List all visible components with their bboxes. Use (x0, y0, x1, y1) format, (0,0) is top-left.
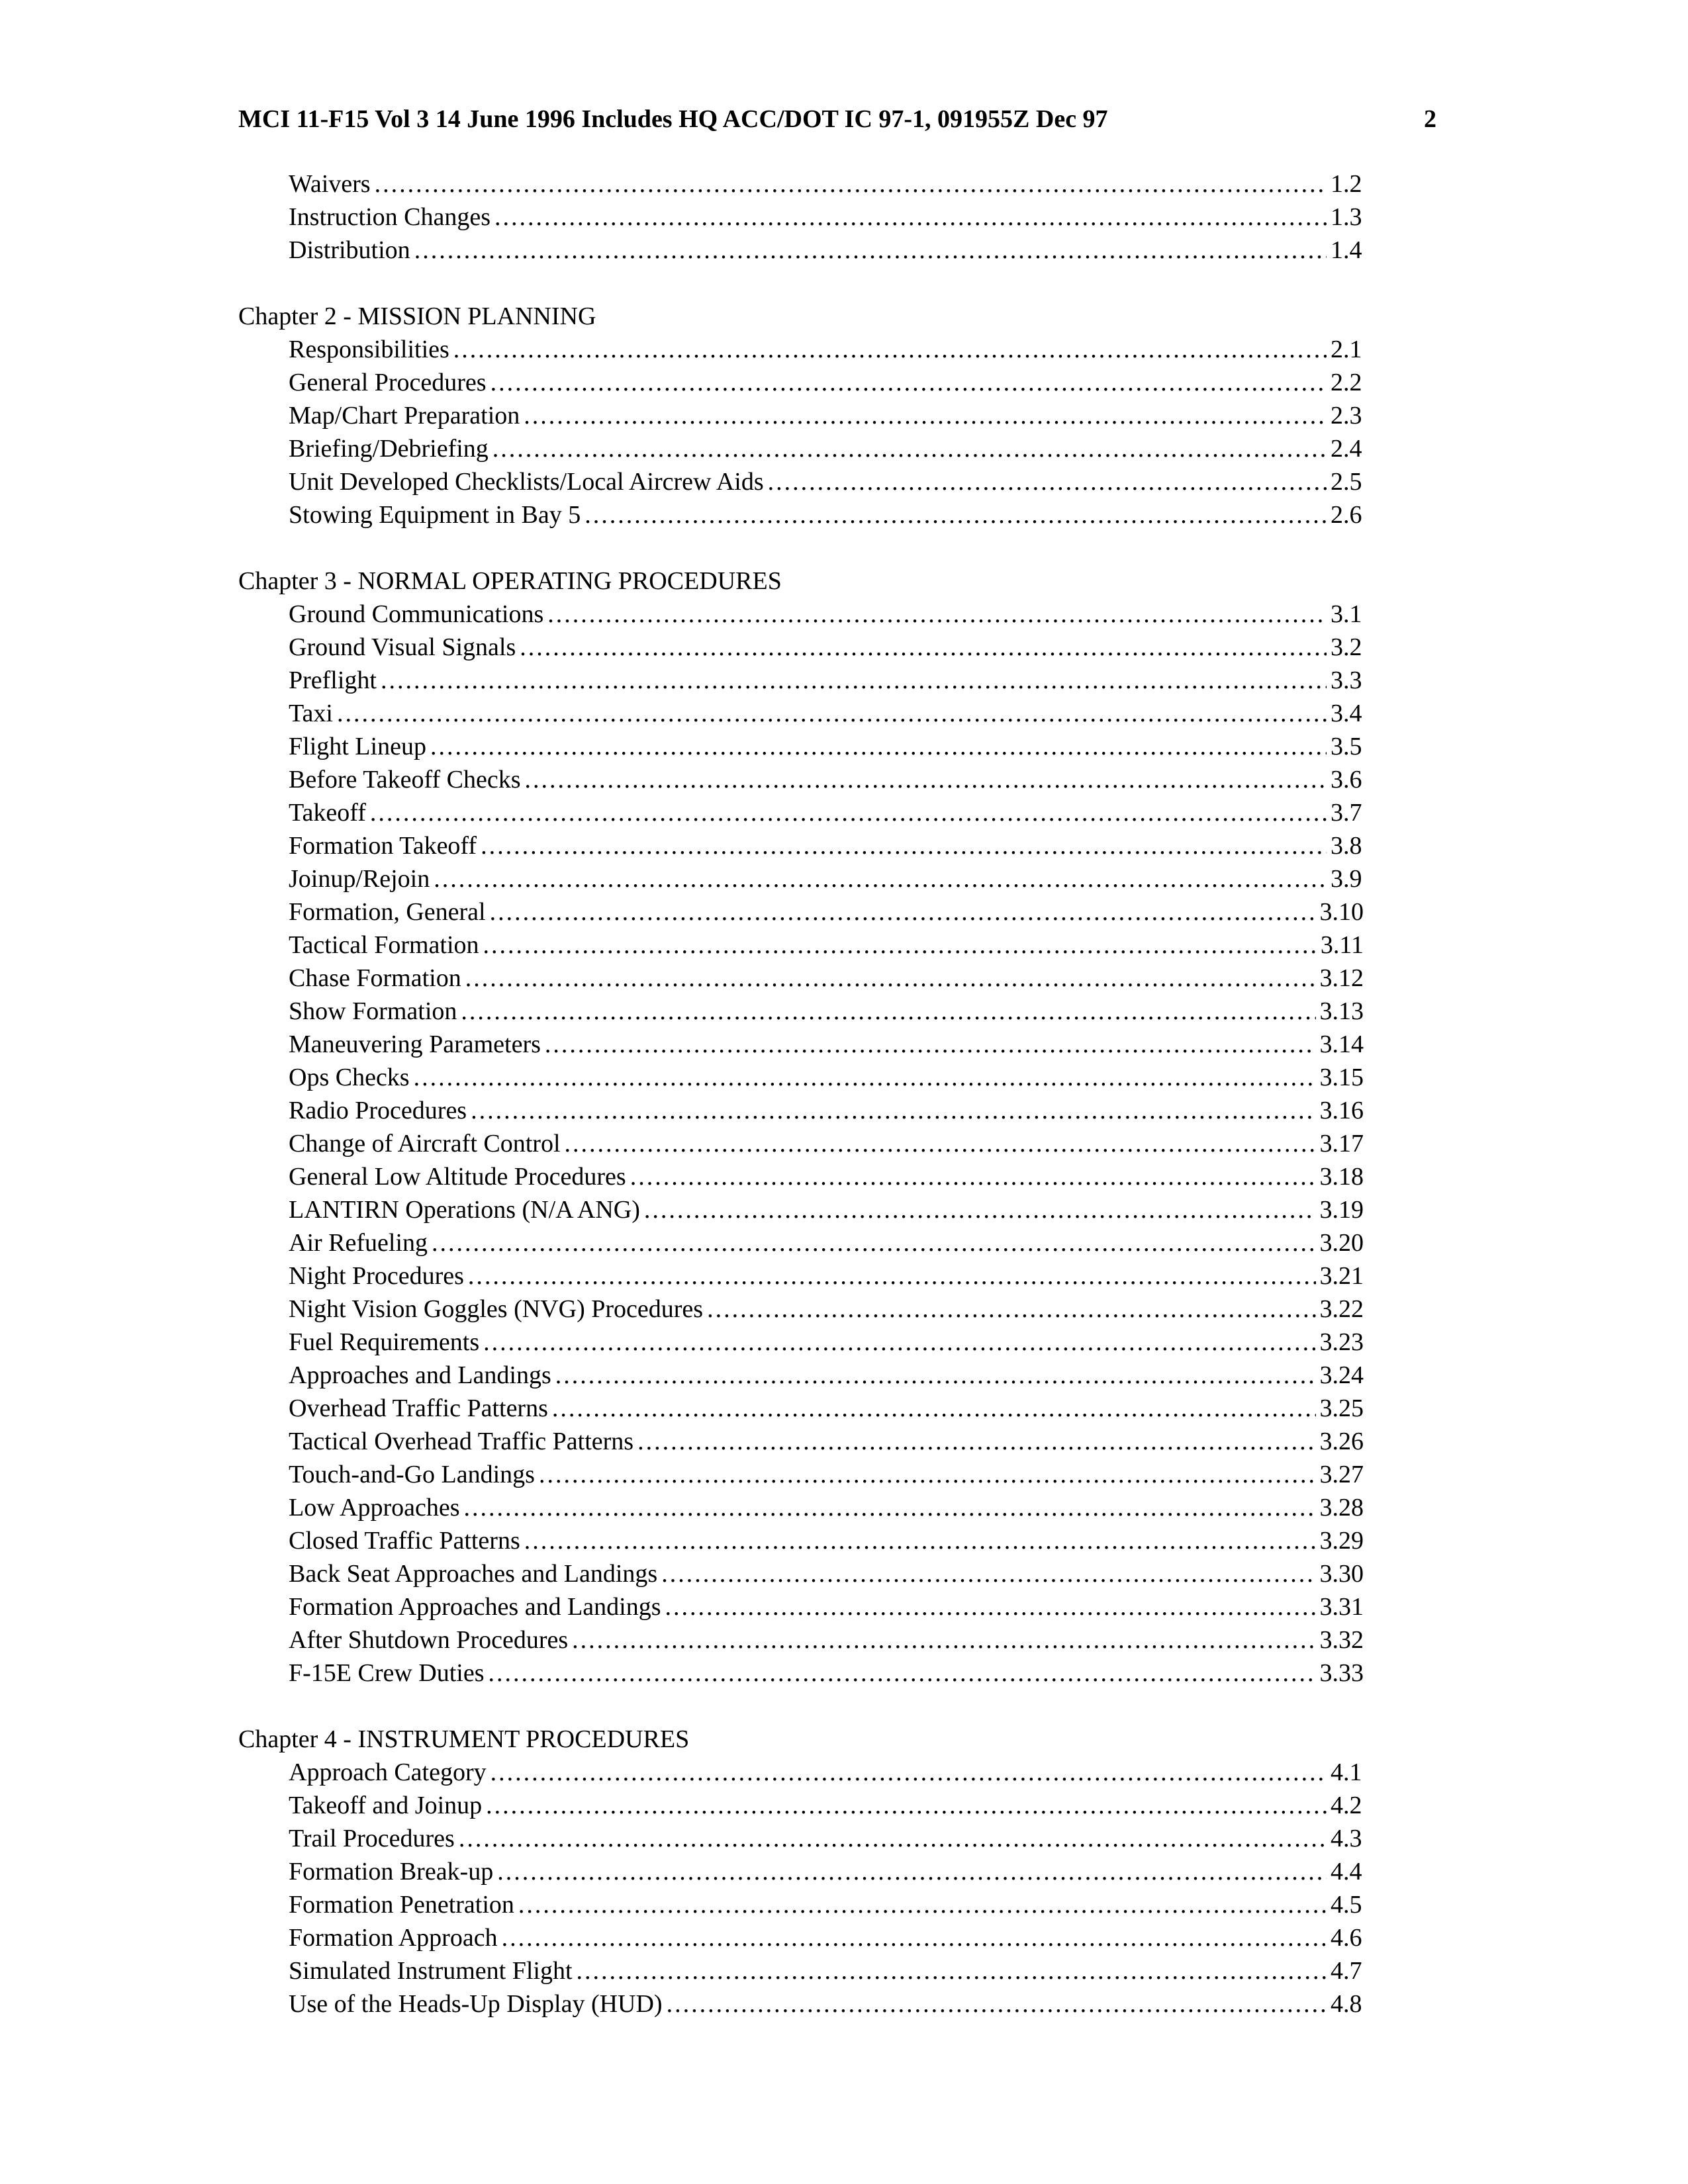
toc-entry (289, 1392, 1364, 1425)
dot-leader (434, 862, 1327, 895)
dot-leader (630, 1160, 1316, 1193)
toc-entry-number: 3.30 (1319, 1560, 1364, 1588)
toc-entry (289, 1789, 1364, 1822)
toc-entry-title: Map/Chart Preparation (289, 402, 520, 430)
toc-entry-title: Approaches and Landings (289, 1361, 551, 1389)
toc-entry (289, 1524, 1364, 1557)
toc-entry-title: Formation Penetration (289, 1891, 514, 1919)
toc-entry-title: Show Formation (289, 997, 457, 1025)
toc-entry (289, 1855, 1364, 1888)
dot-leader (370, 796, 1327, 829)
dot-leader (524, 399, 1327, 432)
toc-entry (289, 498, 1364, 531)
dot-leader (585, 498, 1327, 531)
toc-entry-number: 4.5 (1331, 1891, 1362, 1919)
toc-entry-title: Waivers (289, 170, 371, 198)
toc-entry-title: Distribution (289, 236, 410, 264)
dot-leader (486, 1789, 1327, 1822)
toc-entry-number: 3.24 (1319, 1361, 1364, 1389)
toc-entry (289, 862, 1364, 895)
dot-leader (483, 1326, 1315, 1359)
dot-leader (768, 465, 1327, 498)
dot-leader (453, 333, 1327, 366)
toc-entry-number: 3.4 (1331, 700, 1362, 727)
toc-entry-number: 3.1 (1331, 600, 1362, 628)
page-header (238, 103, 1436, 136)
toc-entry (289, 366, 1364, 399)
toc-entry-number: 3.12 (1319, 964, 1364, 992)
toc-entry-title: Low Approaches (289, 1494, 460, 1522)
toc-entry (289, 598, 1364, 631)
toc-entry-number: 1.4 (1331, 236, 1362, 264)
toc-section (238, 300, 1364, 531)
toc-entry-title: Approach Category (289, 1758, 487, 1786)
dot-leader (565, 1127, 1316, 1160)
toc-entry-number: 4.4 (1331, 1858, 1362, 1886)
toc-entry (289, 1293, 1364, 1326)
toc-entry-title: Trail Procedures (289, 1825, 455, 1852)
toc-entry-number: 3.7 (1331, 799, 1362, 827)
dot-leader (667, 1987, 1327, 2021)
dot-leader (520, 631, 1327, 664)
toc-entry-title: Before Takeoff Checks (289, 766, 521, 794)
toc-entry-number: 3.28 (1319, 1494, 1364, 1522)
dot-leader (577, 1954, 1327, 1987)
toc-entry (289, 1425, 1364, 1458)
toc-entry-number: 3.33 (1319, 1659, 1364, 1687)
header-text: MCI 11-F15 Vol 3 14 June 1996 Includes HQ ACC/DOT IC 97-1, 091955Z Dec 97 (238, 105, 1108, 133)
toc-entry-title: Unit Developed Checklists/Local Aircrew Aids (289, 468, 764, 496)
dot-leader (489, 1657, 1316, 1690)
toc-entry-number: 2.1 (1331, 336, 1362, 363)
toc-entry-title: Formation Takeoff (289, 832, 477, 860)
toc-entry-title: After Shutdown Procedures (289, 1626, 569, 1654)
toc-entry (289, 1127, 1364, 1160)
toc-entry (289, 1359, 1364, 1392)
toc-entry (289, 432, 1364, 465)
dot-leader (432, 1226, 1315, 1259)
toc-entry-title: Overhead Traffic Patterns (289, 1394, 548, 1422)
toc-section (238, 167, 1364, 267)
toc-entry-number: 3.17 (1319, 1130, 1364, 1158)
page-number: 2 (1424, 105, 1436, 133)
toc-entry (289, 465, 1364, 498)
chapter-heading: Chapter 4 - INSTRUMENT PROCEDURES (238, 1725, 690, 1753)
toc-entry (289, 1657, 1364, 1690)
toc-entry-number: 3.27 (1319, 1461, 1364, 1488)
dot-leader (483, 929, 1317, 962)
toc-entry-title: Stowing Equipment in Bay 5 (289, 501, 581, 529)
dot-leader (471, 1094, 1315, 1127)
toc-entry-number: 4.1 (1331, 1758, 1362, 1786)
toc-entry-number: 3.16 (1319, 1097, 1364, 1124)
toc-entry-title: Formation Break-up (289, 1858, 494, 1886)
toc-entry-number: 1.3 (1331, 203, 1362, 231)
dot-leader (337, 697, 1327, 730)
toc-entry-title: Joinup/Rejoin (289, 865, 430, 893)
dot-leader (524, 763, 1327, 796)
dot-leader (552, 1392, 1316, 1425)
dot-leader (545, 1028, 1316, 1061)
toc-entry-number: 1.2 (1331, 170, 1362, 198)
toc-entry-title: Touch-and-Go Landings (289, 1461, 535, 1488)
toc-entry-title: Formation, General (289, 898, 486, 926)
toc-entry (289, 1987, 1364, 2021)
chapter-heading: Chapter 2 - MISSION PLANNING (238, 302, 596, 330)
toc-entry (289, 399, 1364, 432)
toc-entry-title: General Procedures (289, 369, 487, 396)
toc-entry (289, 995, 1364, 1028)
toc-entry-number: 3.6 (1331, 766, 1362, 794)
toc-entry (289, 167, 1364, 201)
toc-entry-number: 3.25 (1319, 1394, 1364, 1422)
toc-section (238, 1723, 1364, 2021)
toc-entry-title: Formation Approach (289, 1924, 498, 1952)
dot-leader (644, 1193, 1316, 1226)
toc-entry-number: 3.26 (1319, 1428, 1364, 1455)
toc-entry (289, 1623, 1364, 1657)
toc-entry-number: 4.6 (1331, 1924, 1362, 1952)
dot-leader (481, 829, 1327, 862)
toc-entry (289, 697, 1364, 730)
dot-leader (381, 664, 1327, 697)
toc-entry (289, 829, 1364, 862)
toc-section (238, 565, 1364, 1690)
toc-entry (289, 1193, 1364, 1226)
dot-leader (661, 1557, 1315, 1590)
toc-entry-number: 3.2 (1331, 633, 1362, 661)
dot-leader (492, 432, 1327, 465)
dot-leader (547, 598, 1327, 631)
toc-entry (289, 1888, 1364, 1921)
toc-entry-title: Radio Procedures (289, 1097, 467, 1124)
toc-entry-title: Chase Formation (289, 964, 461, 992)
toc-entry-title: F-15E Crew Duties (289, 1659, 485, 1687)
toc-entry-title: Air Refueling (289, 1229, 428, 1257)
toc-entry (289, 763, 1364, 796)
toc-entry-number: 2.3 (1331, 402, 1362, 430)
toc-entry-title: Responsibilities (289, 336, 449, 363)
toc-entry (289, 1160, 1364, 1193)
toc-entry (289, 1756, 1364, 1789)
toc-entry-number: 2.2 (1331, 369, 1362, 396)
toc-entry (289, 1954, 1364, 1987)
toc-entry-number: 3.10 (1319, 898, 1364, 926)
dot-leader (502, 1921, 1327, 1954)
dot-leader (539, 1458, 1316, 1491)
toc-entry (289, 1458, 1364, 1491)
dot-leader (465, 962, 1316, 995)
toc-entry (289, 1259, 1364, 1293)
toc-entry-title: Use of the Heads-Up Display (HUD) (289, 1990, 663, 2018)
toc-entry-number: 2.4 (1331, 435, 1362, 463)
toc-entry (289, 1061, 1364, 1094)
toc-entry-number: 3.23 (1319, 1328, 1364, 1356)
toc-entry (289, 201, 1364, 234)
toc-entry-number: 3.18 (1319, 1163, 1364, 1191)
toc-entry (289, 929, 1364, 962)
dot-leader (497, 1855, 1327, 1888)
toc-entry-title: Change of Aircraft Control (289, 1130, 561, 1158)
dot-leader (461, 995, 1315, 1028)
toc-entry-title: Taxi (289, 700, 333, 727)
toc-entry (289, 234, 1364, 267)
toc-entry-number: 3.19 (1319, 1196, 1364, 1224)
toc-entry-number: 3.9 (1331, 865, 1362, 893)
toc-entry-title: Ops Checks (289, 1064, 410, 1091)
toc-entry-title: Night Vision Goggles (NVG) Procedures (289, 1295, 704, 1323)
toc-entry-title: Simulated Instrument Flight (289, 1957, 573, 1985)
toc-entry-title: Ground Communications (289, 600, 544, 628)
table-of-contents (238, 167, 1364, 2054)
dot-leader (637, 1425, 1315, 1458)
toc-entry (289, 333, 1364, 366)
dot-leader (491, 366, 1327, 399)
toc-entry-title: Back Seat Approaches and Landings (289, 1560, 658, 1588)
toc-entry (289, 1590, 1364, 1623)
toc-entry (289, 1557, 1364, 1590)
toc-entry-number: 3.31 (1319, 1593, 1364, 1621)
toc-entry-number: 3.13 (1319, 997, 1364, 1025)
dot-leader (414, 1061, 1316, 1094)
toc-entry-number: 3.3 (1331, 666, 1362, 694)
dot-leader (490, 895, 1316, 929)
toc-entry-title: Flight Lineup (289, 733, 426, 760)
dot-leader (459, 1822, 1327, 1855)
toc-entry-number: 3.22 (1319, 1295, 1364, 1323)
toc-entry-title: Tactical Formation (289, 931, 479, 959)
toc-entry-number: 3.32 (1319, 1626, 1364, 1654)
toc-entry-number: 3.20 (1319, 1229, 1364, 1257)
dot-leader (665, 1590, 1316, 1623)
toc-entry-number: 4.8 (1331, 1990, 1362, 2018)
toc-entry (289, 664, 1364, 697)
toc-entry (289, 730, 1364, 763)
toc-entry-title: Fuel Requirements (289, 1328, 480, 1356)
dot-leader (707, 1293, 1315, 1326)
toc-entry (289, 796, 1364, 829)
toc-entry-title: Night Procedures (289, 1262, 464, 1290)
toc-entry (289, 1226, 1364, 1259)
toc-entry-number: 4.3 (1331, 1825, 1362, 1852)
dot-leader (414, 234, 1327, 267)
toc-entry-number: 4.2 (1331, 1792, 1362, 1819)
dot-leader (494, 201, 1327, 234)
toc-entry-title: Instruction Changes (289, 203, 491, 231)
toc-entry-number: 3.15 (1319, 1064, 1364, 1091)
dot-leader (518, 1888, 1327, 1921)
dot-leader (468, 1259, 1316, 1293)
dot-leader (464, 1491, 1316, 1524)
dot-leader (375, 167, 1327, 201)
toc-entry-number: 3.21 (1319, 1262, 1364, 1290)
toc-entry (289, 1822, 1364, 1855)
chapter-heading: Chapter 3 - NORMAL OPERATING PROCEDURES (238, 567, 782, 595)
toc-entry-number: 2.6 (1331, 501, 1362, 529)
toc-entry (289, 1921, 1364, 1954)
toc-entry-title: Preflight (289, 666, 377, 694)
toc-entry (289, 962, 1364, 995)
toc-entry-title: Formation Approaches and Landings (289, 1593, 661, 1621)
toc-entry-title: Briefing/Debriefing (289, 435, 489, 463)
toc-entry-title: Ground Visual Signals (289, 633, 516, 661)
toc-entry-title: Closed Traffic Patterns (289, 1527, 520, 1555)
toc-entry (289, 1028, 1364, 1061)
toc-entry-title: General Low Altitude Procedures (289, 1163, 626, 1191)
toc-entry-title: Takeoff and Joinup (289, 1792, 483, 1819)
toc-entry-title: Tactical Overhead Traffic Patterns (289, 1428, 634, 1455)
toc-entry (289, 1094, 1364, 1127)
dot-leader (555, 1359, 1316, 1392)
dot-leader (491, 1756, 1327, 1789)
toc-entry (289, 631, 1364, 664)
toc-entry-number: 3.8 (1331, 832, 1362, 860)
toc-entry-number: 3.29 (1319, 1527, 1364, 1555)
toc-entry (289, 1491, 1364, 1524)
toc-entry-number: 2.5 (1331, 468, 1362, 496)
toc-entry-number: 3.14 (1319, 1030, 1364, 1058)
dot-leader (572, 1623, 1315, 1657)
toc-entry-title: LANTIRN Operations (N/A ANG) (289, 1196, 640, 1224)
toc-entry-number: 3.5 (1331, 733, 1362, 760)
dot-leader (524, 1524, 1316, 1557)
toc-entry-title: Takeoff (289, 799, 366, 827)
toc-entry (289, 1326, 1364, 1359)
toc-entry-title: Maneuvering Parameters (289, 1030, 541, 1058)
dot-leader (430, 730, 1327, 763)
toc-entry-number: 4.7 (1331, 1957, 1362, 1985)
toc-entry (289, 895, 1364, 929)
toc-entry-number: 3.11 (1320, 931, 1364, 959)
